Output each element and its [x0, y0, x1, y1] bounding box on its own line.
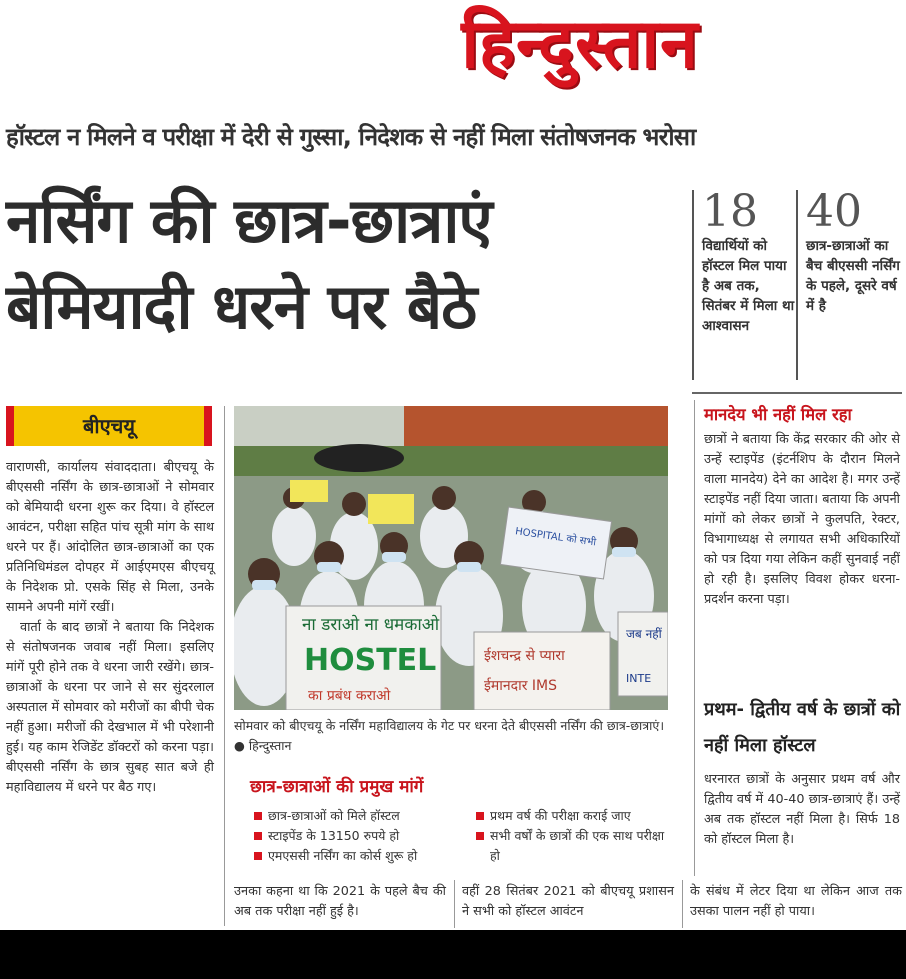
sidebar-heading-stipend: मानदेय भी नहीं मिल रहा — [704, 405, 852, 424]
stat-divider — [796, 190, 798, 380]
protest-photo — [234, 406, 668, 710]
column-divider — [694, 400, 695, 876]
sidebar-text-stipend: छात्रों ने बताया कि केंद्र सरकार की ओर से उन्हें स्टाइपेंड (इंटर्नशिप के दौरान मिलने वाला मानदेय) देने का आदेश है। मगर उन्हें स्टाइपेंड नहीं दिया जाता। बताया कि अपनी मांगों को लेकर छात्रों ने कुलपति, रेक्टर, विभागाध्यक्ष से लगायत सभी अधिकारियों को पत्र दिया गया लेकिन कहीं सुनवाई नहीं हो रही है। इसलिए विवश होकर धरना-प्रदर्शन करना पड़ा। — [704, 432, 900, 607]
article-column-2: उनका कहना था कि 2021 के पहले बैच की अब तक परीक्षा नहीं हुई है। — [234, 884, 446, 919]
column-divider — [454, 880, 455, 928]
sidebar-rule — [692, 392, 902, 394]
masthead-logo: हिन्दुस्तान — [461, 4, 699, 84]
article-paragraph: वाराणसी, कार्यालय संवाददाता। बीएचयू के बीएससी नर्सिंग के छात्र-छात्राओं ने सोमवार को बेमियादी धरना शुरू कर दिया। वे हॉस्टल आवंटन, परीक्षा सहित पांच सूत्री मांग के साथ धरने पर हैं। आंदोलित छात्र-छात्राओं का एक प्रतिनिधिमंडल दोपहर में आईएमएस बीएचयू के निदेशक प्रो. एसके सिंह से मिला, उनके सामने अपनी मांगें रखीं। — [6, 460, 214, 615]
placard-text: का प्रबंध कराओ — [308, 688, 391, 704]
headline-line-2: बेमियादी धरने पर बैठे — [6, 270, 477, 343]
main-headline — [6, 178, 686, 350]
placard-text: जब नहीं — [626, 627, 662, 641]
article-column-4: के संबंध में लेटर दिया था लेकिन आज तक उसका पालन नहीं हो पाया। — [690, 884, 902, 919]
demand-item: छात्र-छात्राओं को मिले हॉस्टल — [254, 806, 474, 826]
demand-item: प्रथम वर्ष की परीक्षा कराई जाए — [476, 806, 666, 826]
placard-text: ईमानदार IMS — [484, 678, 557, 694]
stat-number: 18 — [702, 186, 758, 237]
column-divider — [682, 880, 683, 928]
demand-item: एमएससी नर्सिंग का कोर्स शुरू हो — [254, 846, 474, 866]
stat-text: विद्यार्थियों को हॉस्टल मिल पाया है अब तक, सितंबर में मिला था आश्वासन — [702, 238, 795, 334]
placard-text: ईशचन्द्र से प्यारा — [484, 648, 565, 664]
placard-text: HOSPITAL को सभी — [514, 526, 597, 549]
stat-number: 40 — [806, 186, 862, 237]
demand-item: स्टाइपेंड के 13150 रुपये हो — [254, 826, 474, 846]
stat-box-2 — [806, 188, 901, 316]
placard-text: HOSTEL — [304, 643, 437, 678]
photo-caption: सोमवार को बीएचयू के नर्सिंग महाविद्यालय के गेट पर धरना देते बीएससी नर्सिंग की छात्र-छात्राएं। ● हिन्दुस्तान — [234, 718, 665, 753]
demand-list-right — [476, 806, 666, 866]
article-paragraph: वार्ता के बाद छात्रों ने बताया कि निदेशक से संतोषजनक जवाब नहीं मिला। इसलिए मांगें पूरी होने तक वे धरना जारी रखेंगे। छात्र-छात्राओं के धरना पर जाने से सर सुंदरलाल अस्पताल में सोमवार को मरीजों का बीपी चेक नहीं हुआ। मरीजों की देखभाल में भी परेशानी हुई। यह काम रेजिडेंट डॉक्टरों को करना पड़ा। बीएससी नर्सिंग के छात्र सुबह सात बजे ही महाविद्यालय में धरने पर बैठ गए। — [6, 620, 214, 795]
placard-text: ना डराओ ना धमकाओ — [302, 615, 440, 635]
demand-list-left — [254, 806, 474, 866]
section-tag: बीएचयू — [6, 406, 212, 446]
sidebar-text-hostel: धरनारत छात्रों के अनुसार प्रथम वर्ष और द्वितीय वर्ष में 40-40 छात्र-छात्राएं हैं। उन्हें अब तक हॉस्टल नहीं मिला है। सिर्फ 18 को हॉस्टल मिला है। — [704, 772, 900, 847]
stat-divider — [692, 190, 694, 380]
sidebar-heading-hostel: प्रथम- द्वितीय वर्ष के छात्रों को नहीं मिला हॉस्टल — [704, 699, 901, 756]
article-column-1 — [6, 458, 214, 798]
demand-item: सभी वर्षों के छात्रों की एक साथ परीक्षा हो — [476, 826, 666, 866]
protest-photo-image — [234, 406, 668, 710]
placard-text: INTE — [626, 672, 652, 685]
headline-line-1: नर्सिंग की छात्र-छात्राएं — [6, 184, 492, 257]
article-column-3: वहीं 28 सितंबर 2021 को बीएचयू प्रशासन ने सभी को हॉस्टल आवंटन — [462, 884, 674, 919]
stat-text: छात्र-छात्राओं का बैच बीएससी नर्सिंग के पहले, दूसरे वर्ष में है — [806, 238, 900, 314]
demands-title: छात्र-छात्राओं की प्रमुख मांगें — [250, 777, 424, 797]
stat-box-1 — [702, 188, 797, 336]
column-divider — [224, 406, 225, 926]
headline-kicker: हॉस्टल न मिलने व परीक्षा में देरी से गुस्सा, निदेशक से नहीं मिला संतोषजनक भरोसा — [6, 123, 696, 151]
